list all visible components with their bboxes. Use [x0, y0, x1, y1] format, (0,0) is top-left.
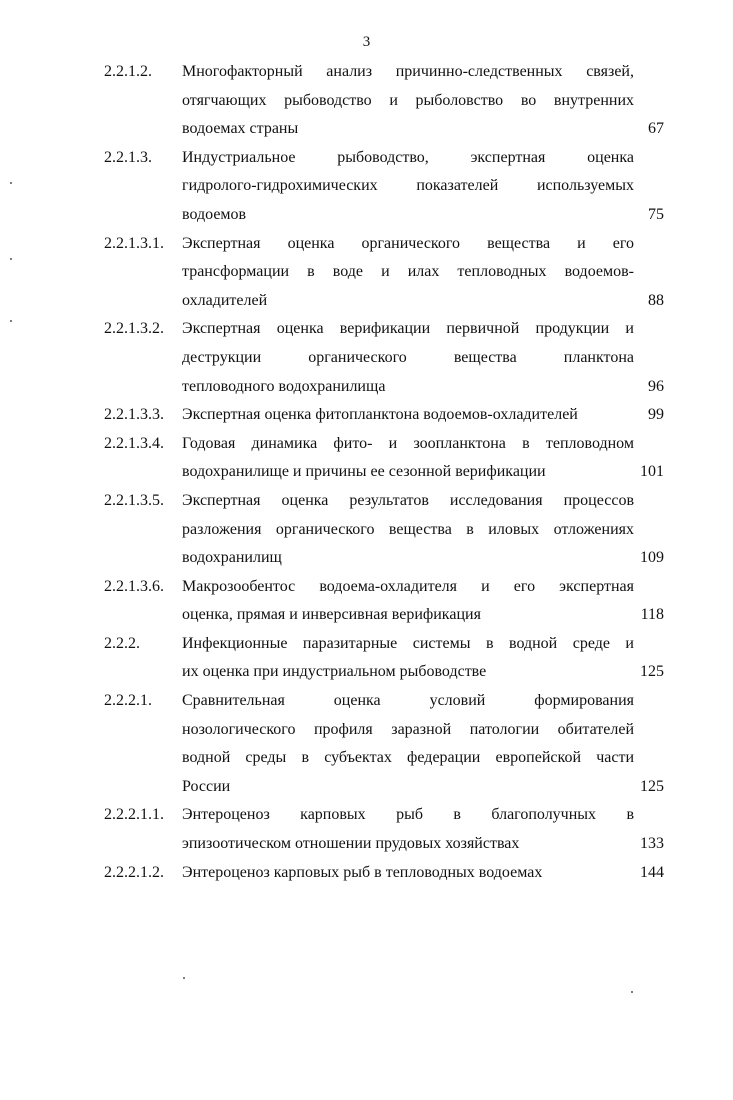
toc-entry [104, 315, 664, 401]
toc-entry-title-line: гидролого-гидрохимических показателей используемых [182, 177, 634, 195]
toc-entry-number: 2.2.2. [104, 634, 140, 652]
toc-entry-title-line: Годовая динамика фито- и зоопланктона в тепловодном [182, 434, 634, 452]
toc-entry-page: 125 [640, 777, 664, 795]
toc-entry-title-line: Экспертная оценка результатов исследования процессов [182, 491, 634, 509]
toc-entry-title-line: охладителей [182, 291, 268, 309]
toc-entry-page: 96 [648, 377, 664, 395]
toc-entry-title-line: оценка, прямая и инверсивная верификация [182, 606, 481, 624]
toc-entry-title-line: тепловодного водохранилища [182, 377, 386, 395]
toc-entry [104, 58, 664, 144]
toc-entry-title-line: Энтероценоз карповых рыб в тепловодных водоемах [182, 863, 543, 881]
toc-entry-title-line: водоемах страны [182, 120, 299, 138]
toc-entry-page: 133 [640, 835, 664, 853]
toc-entry-title-line: эпизоотическом отношении прудовых хозяйствах [182, 835, 520, 853]
toc-entry-page: 118 [640, 606, 664, 624]
toc-entry-number: 2.2.1.3.2. [104, 320, 164, 338]
toc-entry [104, 430, 664, 487]
toc-entry [104, 487, 664, 573]
toc-entry [104, 859, 664, 888]
toc-entry-page: 67 [648, 120, 664, 138]
toc-entry [104, 144, 664, 230]
toc-entry-title-line: водохранилище и причины ее сезонной верификации [182, 463, 546, 481]
toc-entry [104, 401, 664, 430]
toc-entry-number: 2.2.1.3.6. [104, 577, 164, 595]
toc-entry-number: 2.2.1.2. [104, 63, 152, 80]
toc-entry-number: 2.2.2.1. [104, 692, 152, 710]
toc-entry-title-line: их оценка при индустриальном рыбоводстве [182, 663, 487, 681]
toc-entry-title-line: водоемов [182, 205, 247, 223]
toc-entry [104, 573, 664, 630]
toc-entry-title-line: деструкции органического вещества планктона [182, 348, 634, 366]
toc-entry-title-line: Энтероценоз карповых рыб в благополучных в [182, 806, 634, 824]
toc-entry-title-line: Экспертная оценка органического вещества и его [182, 234, 634, 252]
toc-entry [104, 630, 664, 687]
toc-entry-number: 2.2.2.1.2. [104, 863, 164, 881]
toc-entry-page: 88 [648, 291, 664, 309]
toc-entry-number: 2.2.2.1.1. [104, 806, 164, 824]
toc-entry-title-line: Макрозообентос водоема-охладителя и его экспертная [182, 577, 634, 595]
toc-entry [104, 230, 664, 316]
toc-entry-page: 144 [640, 863, 664, 881]
scan-speck [183, 977, 185, 979]
toc-entry-title-line: России [182, 777, 231, 795]
toc-entry-title-line: Сравнительная оценка условий формирования [182, 692, 634, 710]
toc-entry-number: 2.2.1.3.4. [104, 434, 164, 452]
toc-entry [104, 801, 664, 858]
toc-entry-title-line: трансформации в воде и илах тепловодных водоемов- [182, 263, 634, 281]
toc-entry-title-line: водной среды в субъектах федерации европейской части [182, 749, 634, 767]
toc-entry-page: 75 [648, 205, 664, 223]
toc-entry-number: 2.2.1.3.3. [104, 406, 164, 424]
toc-entry-title-line: водохранилищ [182, 549, 282, 567]
toc-entry-page: 125 [640, 663, 664, 681]
page-number: 3 [362, 34, 371, 50]
scan-speck [10, 258, 12, 260]
toc-entry-number: 2.2.1.3.1. [104, 234, 164, 252]
toc-entry-title-line: Инфекционные паразитарные системы в водной среде и [182, 634, 634, 652]
toc-entry-title-line: нозологического профиля заразной патологии обитателей [182, 720, 634, 738]
toc-entry-title-line: Экспертная оценка верификации первичной продукции и [182, 320, 634, 338]
scan-speck [631, 991, 633, 993]
toc-entry-title-line: отягчающих рыбоводство и рыболовство во внутренних [182, 91, 634, 109]
scan-speck [10, 182, 12, 184]
toc-entry-title-line: разложения органического вещества в иловых отложениях [182, 520, 634, 538]
toc-entry [104, 687, 664, 801]
toc-entry-page: 101 [640, 463, 664, 481]
toc-entry-page: 99 [648, 406, 664, 424]
toc-entry-title-line: Индустриальное рыбоводство, экспертная оценка [182, 148, 634, 166]
toc-entry-title-line: Многофакторный анализ причинно-следственных связей, [182, 63, 634, 80]
toc-entry-title-line: Экспертная оценка фитопланктона водоемов-охладителей [182, 406, 578, 424]
scan-speck [10, 320, 12, 322]
toc-entry-page: 109 [640, 549, 664, 567]
table-of-contents [104, 58, 664, 887]
toc-entry-number: 2.2.1.3.5. [104, 491, 164, 509]
toc-entry-number: 2.2.1.3. [104, 148, 152, 166]
